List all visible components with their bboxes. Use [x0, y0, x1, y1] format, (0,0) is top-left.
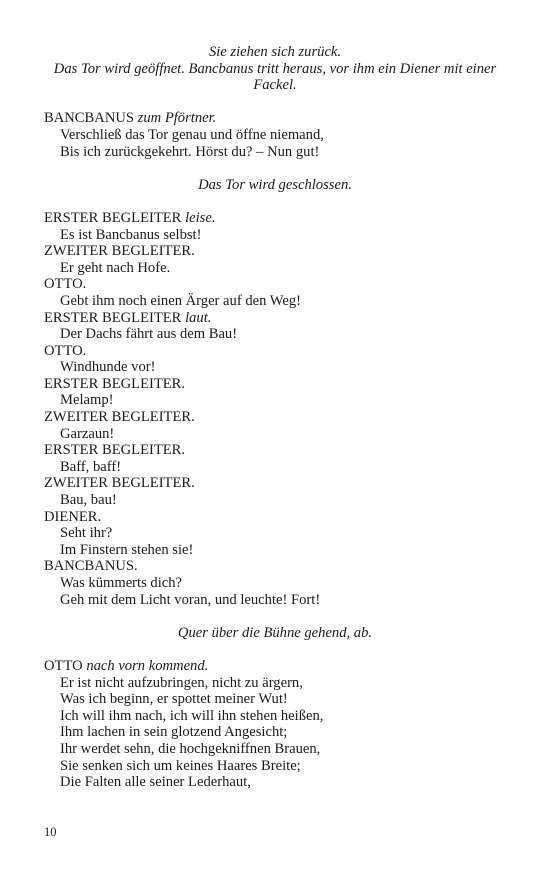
speaker-name: BANCBANUS — [44, 110, 135, 127]
play-text — [44, 44, 506, 791]
verse-line: Er ist nicht aufzubringen, nicht zu ärgern, — [60, 674, 303, 691]
verse-line: Garzaun! — [60, 425, 115, 442]
verse-line: Melamp! — [60, 392, 114, 409]
speaker-direction: laut. — [185, 309, 212, 326]
verse-line: Windhunde vor! — [60, 359, 156, 376]
speaker-name: ZWEITER BEGLEITER. — [44, 475, 195, 492]
speaker-name: DIENER. — [44, 508, 102, 525]
verse-line: Im Finstern stehen sie! — [60, 541, 194, 558]
speaker-name: ZWEITER BEGLEITER. — [44, 409, 195, 426]
speaker-direction: zum Pförtner. — [137, 110, 217, 127]
verse-line: Es ist Bancbanus selbst! — [60, 226, 202, 243]
verse-line: Bau, bau! — [60, 492, 117, 509]
speaker-name: BANCBANUS. — [44, 558, 138, 575]
stage-direction: Sie ziehen sich zurück. — [208, 44, 342, 60]
speaker-name: ERSTER BEGLEITER. — [44, 442, 186, 459]
verse-line: Gebt ihm noch einen Ärger auf den Weg! — [60, 292, 302, 309]
verse-line: Verschließ das Tor genau und öffne niemand, — [60, 126, 324, 143]
speaker-heading — [44, 110, 506, 127]
speaker-name: OTTO — [44, 657, 83, 674]
verse-line: Ihr werdet sehn, die hochgekniffnen Brauen, — [60, 740, 321, 757]
verse-line: Was kümmerts dich? — [60, 575, 183, 591]
verse-line: Er geht nach Hofe. — [60, 259, 171, 276]
speaker-name: OTTO. — [44, 342, 87, 359]
speaker-heading — [44, 210, 506, 227]
speaker-name: ERSTER BEGLEITER. — [44, 375, 186, 392]
speaker-direction: nach vorn kommend. — [86, 657, 209, 674]
stage-direction: Das Tor wird geschlossen. — [198, 176, 352, 193]
verse-line: Der Dachs fährt aus dem Bau! — [60, 326, 238, 343]
verse-line: Die Falten alle seiner Lederhaut, — [60, 774, 251, 791]
verse-line: Sie senken sich um keines Haares Breite; — [60, 757, 301, 774]
verse-line: Was ich beginn, er spottet meiner Wut! — [60, 691, 288, 708]
verse-line: Seht ihr? — [60, 525, 113, 542]
speaker-name: ERSTER BEGLEITER — [44, 309, 182, 326]
verse-line: Bis ich zurückgekehrt. Hörst du? – Nun gut! — [60, 143, 320, 160]
speaker-name: ERSTER BEGLEITER — [44, 209, 182, 226]
verse-line: Geh mit dem Licht voran, und leuchte! Fort! — [60, 591, 321, 608]
speaker-name: OTTO. — [44, 276, 87, 293]
stage-direction: Quer über die Bühne gehend, ab. — [177, 624, 373, 641]
verse-line: Ihm lachen in sein glotzend Angesicht; — [60, 724, 288, 741]
speaker-direction: leise. — [185, 209, 216, 226]
speaker-name: ZWEITER BEGLEITER. — [44, 243, 195, 260]
verse-line: Baff, baff! — [60, 458, 122, 475]
verse-line: Ich will ihm nach, ich will ihn stehen heißen, — [60, 707, 324, 724]
stage-direction: Das Tor wird geöffnet. Bancbanus tritt heraus, vor ihm ein Diener mit einer Fackel. — [53, 60, 497, 94]
speaker-heading — [44, 658, 506, 675]
page-number: 10 — [44, 825, 57, 839]
speaker-heading — [44, 310, 506, 327]
